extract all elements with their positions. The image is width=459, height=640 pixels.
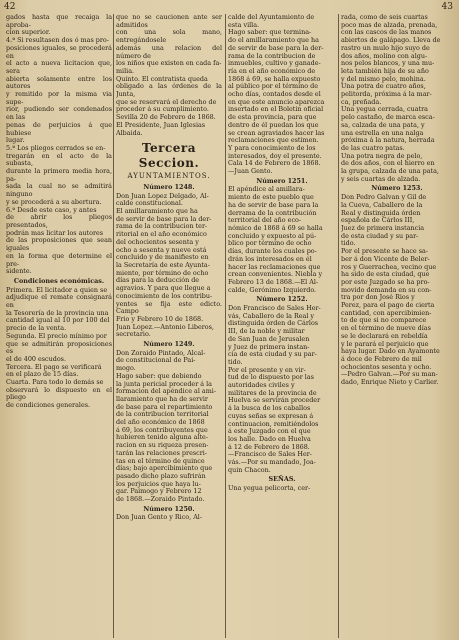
text-line: tido. xyxy=(341,239,356,248)
text-line: rior, pudiendo ser condenados en las xyxy=(6,105,112,122)
text-line: días para la deducción de xyxy=(116,276,200,285)
text-line: Por el presente se hace sa- xyxy=(341,247,428,256)
text-line: á este Juzgado con el que xyxy=(228,427,311,436)
text-line: Una yegua pelicorta, cer- xyxy=(228,484,311,493)
text-line: rastro un mulo hijo suyo de xyxy=(341,43,430,52)
text-line: cia de esta ciudad y su par- xyxy=(228,350,317,359)
text-line: la Tesorería de la provincia una xyxy=(6,308,109,317)
column-4 xyxy=(341,14,453,638)
text-line: en que este anuncio aparezca xyxy=(228,97,325,106)
text-line: Juan Lopez.—Antonio Liberos, xyxy=(116,322,214,331)
notice-number: Número 1248. xyxy=(143,182,195,191)
text-line: vás, Caballero de la Real y xyxy=(228,311,315,320)
notice-number: Número 1249. xyxy=(143,340,195,349)
text-line: y se procederá a su abertura. xyxy=(6,197,102,206)
text-line: del ochocientos sesenta y xyxy=(116,237,199,246)
text-line: mogo. xyxy=(116,364,136,373)
text-line: los niños que existen en cada fa- xyxy=(116,59,222,68)
text-line: poco mas de alzada, prenada, xyxy=(341,20,438,29)
text-line: ber á don Vicente de Beler- xyxy=(341,254,430,263)
text-line: Don Pedro Galvan y Gil de xyxy=(341,193,427,202)
text-line: del año económico de 1868 xyxy=(116,418,205,427)
text-line: la junta pericial proceder á la xyxy=(116,379,212,388)
text-line: yentes se fija este edicto. Campo xyxy=(116,299,222,316)
text-line: tido. xyxy=(228,357,243,366)
text-line: los halle. Dado en Huelva xyxy=(228,434,311,443)
column-divider xyxy=(338,14,339,638)
text-line: gar. Paimogo y Febrero 12 xyxy=(116,487,202,496)
section-heading: Tercera Seccion. xyxy=(138,141,200,171)
text-line: y remitido por la misma via supe- xyxy=(6,90,112,106)
text-line: Segunda. El precio mínimo por xyxy=(6,331,107,340)
text-line: de dos años, con el hierro en xyxy=(341,159,435,168)
text-line: dos años, molino con algu- xyxy=(341,51,428,60)
text-line: hacer las reclamaciones que xyxy=(228,262,321,271)
text-line: de esta provincia, para que xyxy=(228,113,317,122)
text-line: Don Juan Gento y Rico, Al- xyxy=(116,513,203,522)
text-line: milia. xyxy=(116,66,135,75)
text-line: crean convenientes. Niebla y xyxy=(228,270,323,279)
text-line: 4.ª Si resultasen dos ó mas pro- xyxy=(6,36,109,45)
text-line: el de 400 escudos. xyxy=(6,354,66,363)
text-line: derrama de la contribución xyxy=(228,208,317,217)
text-line: ca, preñada. xyxy=(341,97,382,106)
text-line: el acto a nueva licitacion que, sera xyxy=(6,59,112,75)
notice-number: Número 1251. xyxy=(256,176,308,185)
text-line: abierta solamente entre los autores xyxy=(6,74,112,91)
text-line: secretario. xyxy=(116,330,151,339)
text-line: cuyas señas se expresan á xyxy=(228,411,314,420)
text-line: se crean agraviados hacer las xyxy=(228,128,325,137)
text-line: continuacion, remitiéndolos xyxy=(228,419,319,428)
text-line: militares de la provincia de xyxy=(228,388,317,397)
text-line: penas de perjuicios á que hubiese xyxy=(6,120,112,137)
text-line: tregarán en el acto de la subasta, xyxy=(6,151,112,168)
text-line: hubieren tenido alguna alte- xyxy=(116,433,208,442)
text-line: la Secretaría de este Ayunta- xyxy=(116,260,210,269)
text-line: y seis cuartas de alzada. xyxy=(341,174,421,183)
text-line: á 12 de Febrero de 1868. xyxy=(228,442,310,451)
text-line: y le parará el perjuicio que xyxy=(341,339,429,348)
text-line: de las proposiciones que sean iguales xyxy=(6,236,112,253)
column-divider xyxy=(225,14,226,638)
text-line: vás.—Por su mandado, Joa- xyxy=(228,458,316,467)
text-line: y Juez de primera instan- xyxy=(228,342,310,351)
text-line: que se reservará el derecho de xyxy=(116,97,217,106)
text-line: á doce de Febrero de mil xyxy=(341,354,422,363)
text-line: 6.ª Desde este caso, y antes xyxy=(6,205,97,214)
text-line: en el plazo de 15 días. xyxy=(6,370,79,379)
text-line: gados hasta que recaiga la aproba- xyxy=(6,14,112,29)
text-line: El apéndice al amillara- xyxy=(228,185,305,194)
text-line: Don Francisco de Sales Her- xyxy=(228,304,321,313)
text-line: de base para el repartimiento xyxy=(116,402,213,411)
text-line: cantidad igual al 10 por 100 del xyxy=(6,316,110,325)
text-line: nómico de 1868 á 69 se halla xyxy=(228,223,323,232)
text-line: Hago saber: que termina- xyxy=(228,28,312,37)
text-line: III, de la noble y militar xyxy=(228,327,305,336)
text-line: se le declarará en rebeldía xyxy=(341,331,428,340)
text-line: 1868 á 69, se halla expuesto xyxy=(228,74,321,83)
text-line: en el término de nueve días xyxy=(341,324,431,333)
text-line: rama de la contribucion de xyxy=(228,51,316,60)
text-line: abiertos de galápago. Lleva de xyxy=(341,36,441,45)
text-line: ha sido de esta ciudad, que xyxy=(341,270,430,279)
text-line: quin Chacon. xyxy=(228,465,271,474)
text-line: ritorial en el año económico xyxy=(116,230,207,239)
text-line: pelo castaño, de marca esca- xyxy=(341,113,435,122)
text-line: inmuebles, cultivo y ganade- xyxy=(228,59,321,68)
text-line: esta villa. xyxy=(228,20,260,29)
text-line: precio de la venta. xyxy=(6,324,67,333)
text-line: agravios. Y para que llegue a xyxy=(116,284,211,293)
text-line: Por el presente y en vir- xyxy=(228,365,306,374)
signs-heading: SEÑAS. xyxy=(268,475,296,484)
text-line: además una relacion del número de xyxy=(116,43,222,60)
text-line: tud de lo dispuesto por las xyxy=(228,373,314,382)
text-line: autoridades civiles y xyxy=(228,381,295,390)
text-line: —Pedro Galvan.—Por su man- xyxy=(341,370,438,379)
text-line: to de que si no comparece xyxy=(341,316,427,325)
text-line: distinguida órden de Cárlos xyxy=(228,319,319,328)
text-line: 5.ª Los pliegos cerrados se en- xyxy=(6,143,106,152)
text-line: los perjuicios que haya lu- xyxy=(116,479,201,488)
text-line: ocho días, contados desde el xyxy=(228,90,321,99)
text-line: próxima á la natura, herrada xyxy=(341,136,435,145)
text-line: Huelva se servirán proceder xyxy=(228,396,321,405)
text-line: El amillaramiento que ha xyxy=(116,207,198,216)
text-line: pelitorda, próxima á la mar- xyxy=(341,90,432,99)
text-line: miento, por término de ocho xyxy=(116,268,209,277)
column-1 xyxy=(6,14,112,638)
text-line: interesados, doy el presente. xyxy=(228,151,322,160)
conditions-heading: Condiciones económicas. xyxy=(13,276,105,285)
text-line: haya lugar. Dado en Ayamonte xyxy=(341,347,440,356)
text-line: de servir de base para la der- xyxy=(116,214,212,223)
text-line: cion superior. xyxy=(6,28,51,37)
text-line: territorial del año eco- xyxy=(228,216,302,225)
text-line: ocho a sesenta y nueve está xyxy=(116,245,207,254)
text-line: racion en su riqueza presen- xyxy=(116,441,209,450)
text-line: de las cuatro patas. xyxy=(341,143,405,152)
text-line: —Juan Gento. xyxy=(228,167,273,176)
text-line: que se admitirán proposiciones es xyxy=(6,339,112,356)
text-line: de la contribucion territorial xyxy=(116,410,209,419)
text-line: observará lo dispuesto en el pliego xyxy=(6,385,112,402)
text-line: de 1868.—Zoraido Pintado. xyxy=(116,495,205,504)
text-line: cantidad, con apercibimien- xyxy=(341,308,432,317)
text-line: tra por don José Rios y xyxy=(341,293,415,302)
text-line: posiciones iguales, se procederá en xyxy=(6,43,112,60)
text-line: y del mismo pelo, mohina. xyxy=(341,74,426,83)
text-line: ros y Guerrachea, vecino que xyxy=(341,262,437,271)
text-line: podrán mas licitar los autores xyxy=(6,228,104,237)
text-line: Sevilla 20 de Febrero de 1868. xyxy=(116,113,216,122)
text-line: Perez, para el pago de cierta xyxy=(341,301,435,310)
text-line: nos pelos blancos, y una mu- xyxy=(341,59,435,68)
text-line: Cuarta. Para todo lo demás se xyxy=(6,378,104,387)
text-line: sidente. xyxy=(6,267,32,276)
text-line: dentro de él puedan los que xyxy=(228,120,319,129)
text-line: con las cascos de las manos xyxy=(341,28,432,37)
text-line: de esta ciudad y su par- xyxy=(341,231,419,240)
text-line: ha de servir de base para la xyxy=(228,200,319,209)
text-line: una estrella en una nalga xyxy=(341,128,424,137)
page-number-right: 43 xyxy=(441,2,453,12)
text-line: tarán las relaciones prescri- xyxy=(116,448,207,457)
text-line: española de Cárlos III, xyxy=(341,216,415,225)
text-line: por este Juzgado se ha pro- xyxy=(341,277,430,286)
text-line: llaramiento que ha de servir xyxy=(116,394,208,403)
text-line: Una potra negra de pelo, xyxy=(341,151,423,160)
text-line: proceder á su cumplimiento. xyxy=(116,105,209,114)
text-line: días; bajo apercibimiento que xyxy=(116,464,213,473)
text-line: de condiciones generales. xyxy=(6,401,91,410)
text-line: días, durante los cuales po- xyxy=(228,247,317,256)
text-line: formacion del apéndice al ami- xyxy=(116,387,216,396)
notice-number: Número 1253. xyxy=(371,184,423,193)
text-line: adjudique el remate consignará en xyxy=(6,293,112,310)
column-3 xyxy=(228,14,336,638)
text-line: la Cueva, Caballero de la xyxy=(341,200,423,209)
text-line: Y para conocimiento de los xyxy=(228,143,316,152)
text-line: movido demanda en su con- xyxy=(341,285,432,294)
text-line: Real y distinguida órden xyxy=(341,208,421,217)
text-line: con una sola mano, entregándosele xyxy=(116,28,222,45)
text-line: Albaida. xyxy=(116,128,143,137)
text-line: reclamaciones que estimen. xyxy=(228,136,319,145)
text-line: miento de este pueblo que xyxy=(228,193,314,202)
text-line: durante la primera media hora, pa- xyxy=(6,167,112,183)
text-line: Frio y Febrero 10 de 1868. xyxy=(116,314,204,323)
text-line: Primera. El licitador a quien se xyxy=(6,285,108,294)
page-header xyxy=(0,0,459,14)
text-line: ochocientos sesenta y ocho. xyxy=(341,362,432,371)
notice-number: Número 1250. xyxy=(143,504,195,513)
text-line: drán los interesados en él xyxy=(228,254,312,263)
text-line: calde, Gerónimo Izquierdo. xyxy=(228,285,317,294)
text-line: lugar. xyxy=(6,136,25,145)
text-line: Una yegua cerrada, cuatra xyxy=(341,105,428,114)
text-line: Don Juan Lopez Delgado, Al- xyxy=(116,191,209,200)
text-line: de abrir los pliegos presentados, xyxy=(6,213,112,229)
text-line: rada, como de seis cuartas xyxy=(341,14,428,21)
text-line: ría en el año económico de xyxy=(228,66,316,75)
text-line: dado, Enrique Nieto y Carlier. xyxy=(341,378,439,387)
text-line: Juez de primera instancia xyxy=(341,223,425,232)
text-line: Quinto. El contratista queda xyxy=(116,74,208,83)
text-line: leta también hija de su año xyxy=(341,66,429,75)
text-line: concluido y expuesto al pú- xyxy=(228,231,317,240)
text-line: calde constitucional. xyxy=(116,199,183,208)
text-line: blico por término de ocho xyxy=(228,239,312,248)
text-line: do el amillaramiento que ha xyxy=(228,36,319,45)
page-number-left: 42 xyxy=(4,2,16,12)
text-line: Febrero 13 de 1868.—El Al- xyxy=(228,277,319,286)
text-line: sa, calzada de una pata, y xyxy=(341,120,425,129)
text-line: á 69, los contribuyentes que xyxy=(116,425,208,434)
text-line: Cala 14 de Febrero de 1868. xyxy=(228,159,321,168)
text-line: calde del Ayuntamiento de xyxy=(228,14,315,21)
notice-number: Número 1252. xyxy=(256,295,308,304)
text-line: concluido y de manifiesto en xyxy=(116,253,209,262)
text-line: rama de la contribucion ter- xyxy=(116,222,208,231)
text-line: conocimiento de los contribu- xyxy=(116,291,213,300)
text-line: Una potra de cuatro años, xyxy=(341,82,426,91)
text-line: Hago saber: que debiendo xyxy=(116,371,202,380)
text-line: insertado en el Boletin oficial xyxy=(228,105,324,114)
text-line: sada la cual no se admitirá ninguno xyxy=(6,182,112,199)
text-line: obligado a las órdenes de la Junta, xyxy=(116,82,222,99)
text-line: —Francisco de Sales Her- xyxy=(228,450,312,459)
text-line: de servir de base para la der- xyxy=(228,43,324,52)
text-line: de San Juan de Jerusalen xyxy=(228,334,310,343)
text-line: Don Zoraido Pintado, Alcal- xyxy=(116,348,206,357)
text-line: de constitucional de Pai- xyxy=(116,356,196,365)
text-line: la grupa, calzada de una pata, xyxy=(341,167,439,176)
text-line: tas en el término de quince xyxy=(116,456,205,465)
text-line: El Presidente, Juan Iglesias xyxy=(116,120,206,129)
text-line: al público por el término de xyxy=(228,82,318,91)
text-line: á la busca de los caballos xyxy=(228,404,311,413)
column-2 xyxy=(116,14,222,638)
text-line: Tercera. El pago se verificará xyxy=(6,362,102,371)
column-divider xyxy=(113,14,114,638)
text-line: en la forma que determine el pre- xyxy=(6,251,112,268)
subsection-heading: AYUNTAMIENTOS. xyxy=(127,172,211,181)
text-line: pasado dicho plazo sufrirán xyxy=(116,471,206,480)
text-line: que no se caucionen ante ser admitidos xyxy=(116,14,222,29)
